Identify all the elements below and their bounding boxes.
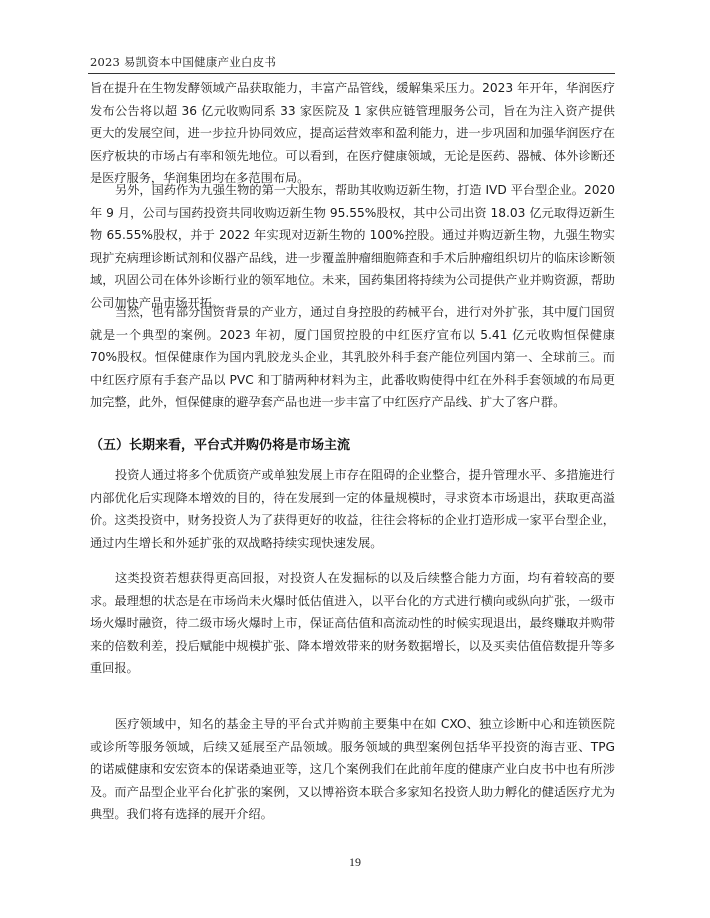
body-paragraph: 另外，国药作为九强生物的第一大股东，帮助其收购迈新生物，打造 IVD 平台型企业。2020 年 9 月，公司与国药投资共同收购迈新生物 95.55%股权，其中公司出资 18.03 亿元取得迈新生物 65.55%股权，并于 2022 年实现对迈新生物的 100%控股。通过并购迈新生物，九强生物实现扩充病理诊断试剂和仪器产品线，进一步覆盖肿瘤细胞筛查和手术后肿瘤组织切片的临床诊断领域，巩固公司在体外诊断行业的领军地位。未来，国药集团将持续为公司提供产业并购资源，帮助公司加快产品市场开拓。: [90, 183, 615, 310]
section-heading: （五）长期来看，平台式并购仍将是市场主流: [90, 438, 351, 453]
body-paragraph: 旨在提升在生物发酵领域产品获取能力，丰富产品管线，缓解集采压力。2023 年开年，华润医疗发布公告将以超 36 亿元收购同系 33 家医院及 1 家供应链管理服务公司，旨在为注入资产提供更大的发展空间，进一步拉升协同效应，提高运营效率和盈利能力，进一步巩固和加强华润医疗在医疗板块的市场占有率和领先地位。可以看到，在医疗健康领域，无论是医药、器械、体外诊断还是医疗服务，华润集团均在多范围布局。: [90, 81, 615, 186]
header-divider: [88, 73, 615, 74]
page-number: 19: [349, 855, 361, 869]
section-paragraph: 这类投资若想获得更高回报，对投资人在发掘标的以及后续整合能力方面，均有着较高的要求。最理想的状态是在市场尚未火爆时低估值进入，以平台化的方式进行横向或纵向扩张，一级市场火爆时融资，待二级市场火爆时上市，保证高估值和高流动性的时候实现退出，最终赚取并购带来的倍数利差，投后赋能中规模扩张、降本增效带来的财务数据增长，以及买卖估值倍数提升等多重回报。: [90, 571, 615, 676]
section-paragraph: 投资人通过将多个优质资产或单独发展上市存在阻碍的企业整合，提升管理水平、多措施进行内部优化后实现降本增效的目的，待在发展到一定的体量规模时，寻求资本市场退出，获取更高溢价。这类投资中，财务投资人为了获得更好的收益，往往会将标的企业打造形成一家平台型企业，通过内生增长和外延扩张的双战略持续实现快速发展。: [90, 468, 615, 550]
body-paragraph: 当然，也有部分国资背景的产业方，通过自身控股的药械平台，进行对外扩张，其中厦门国贸就是一个典型的案例。2023 年初，厦门国贸控股的中红医疗宣布以 5.41 亿元收购恒保健康 70%股权。恒保健康作为国内乳胶龙头企业，其乳胶外科手套产能位列国内第一、全球前三。而中红医疗原有手套产品以 PVC 和丁腈两种材料为主，此番收购使得中红在外科手套领域的布局更加完整，此外，恒保健康的避孕套产品也进一步丰富了中红医疗产品线、扩大了客户群。: [90, 305, 615, 410]
running-header: 2023 易凯资本中国健康产业白皮书: [90, 55, 277, 69]
section-paragraph: 医疗领域中，知名的基金主导的平台式并购前主要集中在如 CXO、独立诊断中心和连锁医院或诊所等服务领域，后续又延展至产品领域。服务领域的典型案例包括华平投资的海吉亚、TPG 的诺威健康和安宏资本的保诺桑迪亚等，这几个案例我们在此前年度的健康产业白皮书中也有所涉及。而产品型企业平台化扩张的案例，又以博裕资本联合多家知名投资人助力孵化的健适医疗尤为典型。我们将有选择的展开介绍。: [90, 717, 615, 822]
